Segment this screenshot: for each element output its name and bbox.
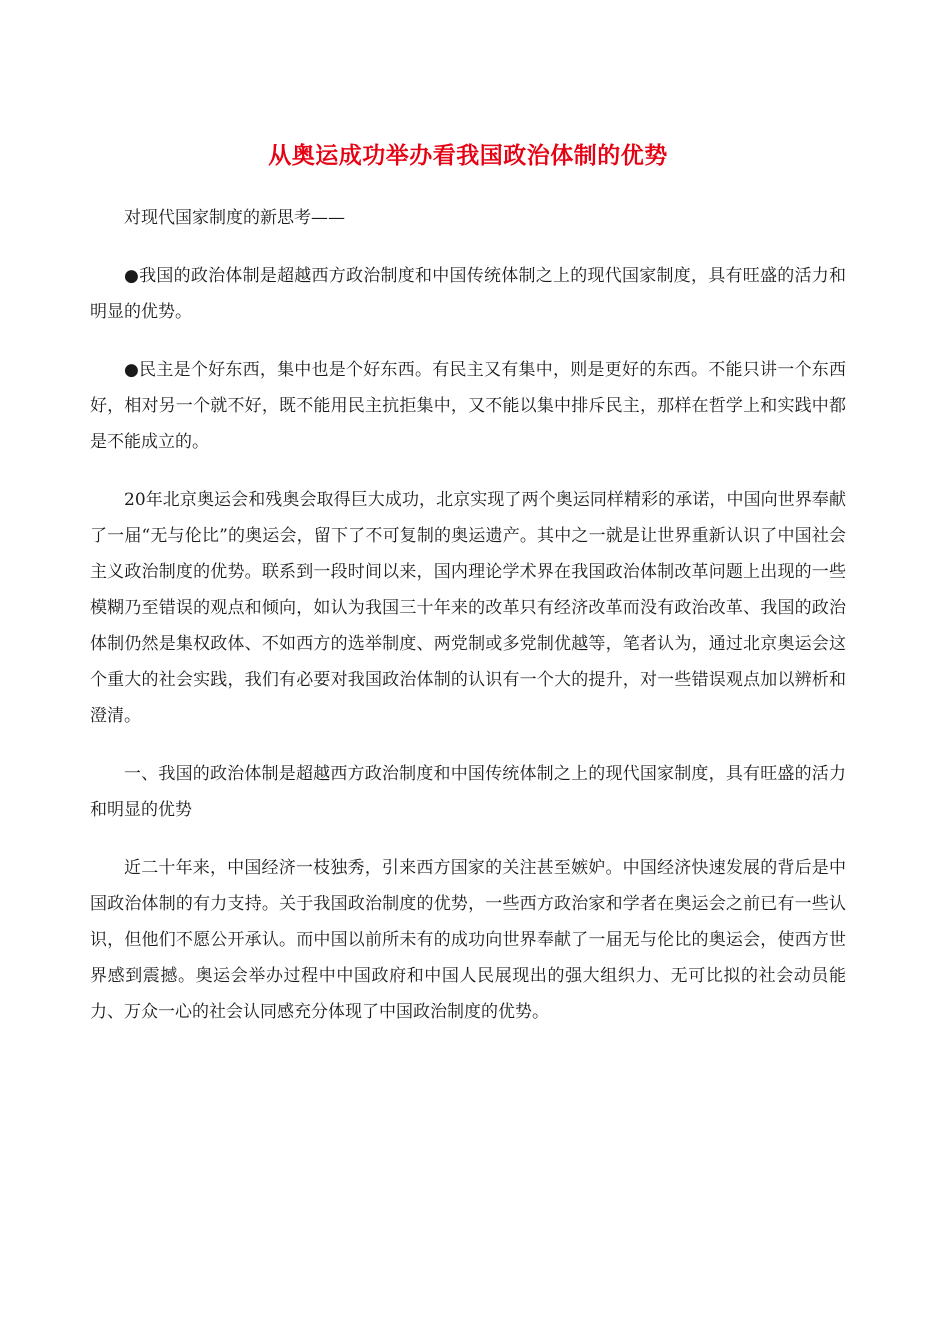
bullet-paragraph-2: ●民主是个好东西，集中也是个好东西。有民主又有集中，则是更好的东西。不能只讲一个东西好，相对另一个就不好，既不能用民主抗拒集中，又不能以集中排斥民主，那样在哲学上和实践中都是不能成立的。 [90, 360, 846, 452]
document-body [90, 138, 846, 1052]
document-title: 从奥运成功举办看我国政治体制的优势 [268, 142, 668, 169]
body-paragraph-intro: 20年北京奥运会和残奥会取得巨大成功，北京实现了两个奥运同样精彩的承诺，中国向世界奉献了一届“无与伦比”的奥运会，留下了不可复制的奥运遗产。其中之一就是让世界重新认识了中国社会主义政治制度的优势。联系到一段时间以来，国内理论学术界在我国政治体制改革问题上出现的一些模糊乃至错误的观点和倾向，如认为我国三十年来的改革只有经济改革而没有政治改革、我国的政治体制仍然是集权政体、不如西方的选举制度、两党制或多党制优越等，笔者认为，通过北京奥运会这个重大的社会实践，我们有必要对我国政治体制的认识有一个大的提升，对一些错误观点加以辨析和澄清。 [90, 490, 846, 726]
subtitle-paragraph: 对现代国家制度的新思考—— [124, 208, 345, 228]
section-heading-1: 一、我国的政治体制是超越西方政治制度和中国传统体制之上的现代国家制度，具有旺盛的活力和明显的优势 [90, 764, 846, 820]
bullet-paragraph-1: ●我国的政治体制是超越西方政治制度和中国传统体制之上的现代国家制度，具有旺盛的活力和明显的优势。 [90, 266, 846, 322]
body-paragraph-section-1: 近二十年来，中国经济一枝独秀，引来西方国家的关注甚至嫉妒。中国经济快速发展的背后是中国政治体制的有力支持。关于我国政治制度的优势，一些西方政治家和学者在奥运会之前已有一些认识，但他们不愿公开承认。而中国以前所未有的成功向世界奉献了一届无与伦比的奥运会，使西方世界感到震撼。奥运会举办过程中中国政府和中国人民展现出的强大组织力、无可比拟的社会动员能力、万众一心的社会认同感充分体现了中国政治制度的优势。 [90, 858, 846, 1022]
